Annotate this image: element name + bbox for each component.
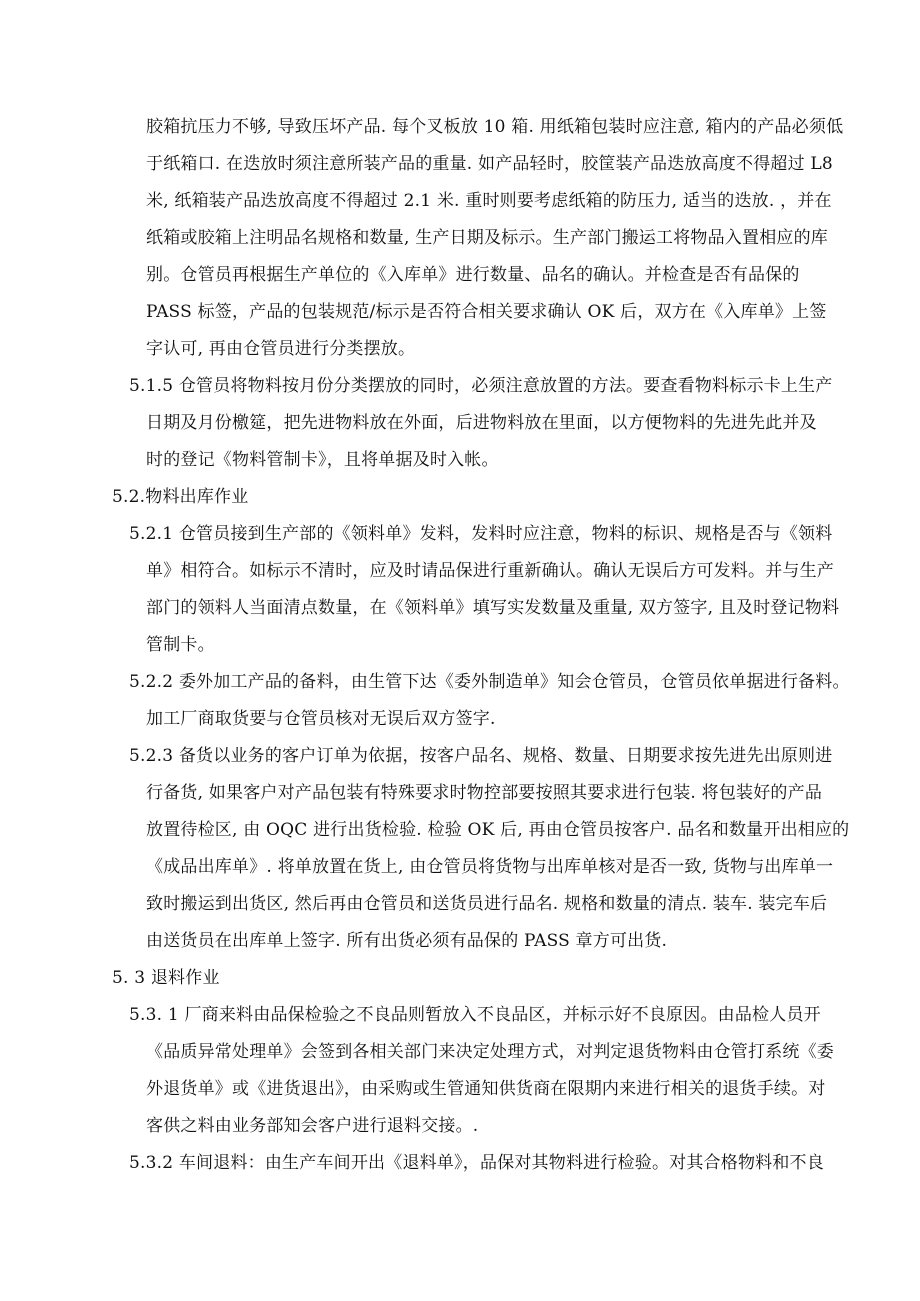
text-line: 放置待检区, 由 OQC 进行出货检验. 检验 OK 后, 再由仓管员按客户. 品名和数量开出相应的 bbox=[146, 820, 850, 840]
text-line: 胶箱抗压力不够, 导致压坏产品. 每个叉板放 10 箱. 用纸箱包装时应注意, 箱内的产品必须低 bbox=[146, 117, 844, 137]
text-line: 部门的领料人当面清点数量，在《领料单》填写实发数量及重量, 双方签字, 且及时登记物料 bbox=[146, 598, 840, 618]
text-line: 《品质异常处理单》会签到各相关部门来决定处理方式，对判定退货物料由仓管打系统《委 bbox=[146, 1042, 834, 1062]
text-line: 客供之料由业务部知会客户进行退料交接。. bbox=[146, 1116, 479, 1136]
text-line: 致时搬运到出货区, 然后再由仓管员和送货员进行品名. 规格和数量的清点. 装车. 装完车后 bbox=[146, 894, 828, 914]
text-line: 字认可, 再由仓管员进行分类摆放。 bbox=[146, 339, 416, 359]
text-line: 由送货员在出库单上签字. 所有出货必须有品保的 PASS 章方可出货. bbox=[146, 931, 668, 951]
text-line: 外退货单》或《进货退出》，由采购或生管通知供货商在限期内来进行相关的退货手续。对 bbox=[146, 1079, 826, 1099]
section-heading-5-2: 5.2.物料出库作业 bbox=[112, 487, 249, 507]
text-line: 米, 纸箱装产品迭放高度不得超过 2.1 米. 重时则要考虑纸箱的防压力, 适当的迭放. ，并在 bbox=[146, 191, 832, 211]
text-line: 行备货, 如果客户对产品包装有特殊要求时物控部要按照其要求进行包装. 将包装好的产品 bbox=[146, 783, 823, 803]
section-heading-5-3: 5. 3 退料作业 bbox=[112, 968, 220, 988]
text-line: 纸箱或胶箱上注明品名规格和数量, 生产日期及标示。生产部门搬运工将物品入置相应的库 bbox=[146, 228, 829, 248]
text-line: 5.2.1 仓管员接到生产部的《领料单》发料，发料时应注意，物料的标识、规格是否与《领料 bbox=[129, 524, 833, 544]
text-line: 5.3.2 车间退料：由生产车间开出《退料单》，品保对其物料进行检验。对其合格物料和不良 bbox=[129, 1153, 824, 1173]
text-line: 于纸箱口. 在迭放时须注意所装产品的重量. 如产品轻时，胶筐装产品迭放高度不得超过 L8 bbox=[146, 154, 833, 174]
text-line: PASS 标签，产品的包装规范/标示是否符合相关要求确认 OK 后，双方在《入库单》上签 bbox=[146, 302, 827, 322]
text-line: 5.2.3 备货以业务的客户订单为依据，按客户品名、规格、数量、日期要求按先进先出原则进 bbox=[129, 746, 833, 766]
text-line: 别。仓管员再根据生产单位的《入库单》进行数量、品名的确认。并检查是否有品保的 bbox=[146, 265, 800, 285]
text-line: 5.3. 1 厂商来料由品保检验之不良品则暂放入不良品区，并标示好不良原因。由品检人员开 bbox=[129, 1005, 821, 1025]
text-line: 时的登记《物料管制卡》，且将单据及时入帐。 bbox=[146, 450, 499, 470]
text-line: 5.1.5 仓管员将物料按月份分类摆放的同时，必须注意放置的方法。要查看物料标示卡上生产 bbox=[129, 376, 833, 396]
text-line: 《成品出库单》. 将单放置在货上, 由仓管员将货物与出库单核对是否一致, 货物与出库单一 bbox=[146, 857, 834, 877]
text-line: 单》相符合。如标示不清时，应及时请品保进行重新确认。确认无误后方可发料。并与生产 bbox=[146, 561, 834, 581]
text-line: 日期及月份檄筵，把先进物料放在外面，后进物料放在里面，以方便物料的先进先此并及 bbox=[146, 413, 817, 433]
text-line: 管制卡。 bbox=[146, 635, 215, 655]
text-line: 加工厂商取货要与仓管员核对无误后双方签字. bbox=[146, 709, 496, 729]
text-line: 5.2.2 委外加工产品的备料，由生管下达《委外制造单》知会仓管员，仓管员依单据进行备料。 bbox=[129, 672, 850, 692]
